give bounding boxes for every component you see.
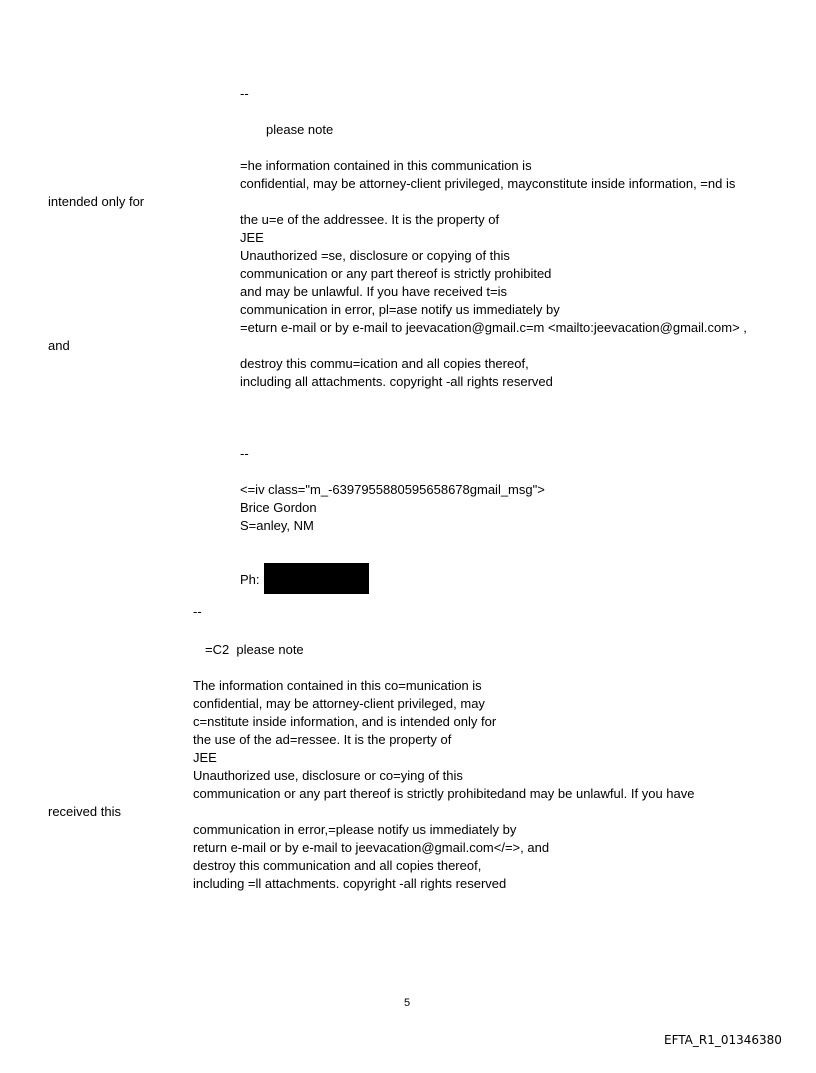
block2-line: including =ll attachments. copyright -all rights reserved <box>193 876 507 891</box>
please-note-heading-1: please note <box>266 122 334 137</box>
page-number: 5 <box>404 997 411 1009</box>
separator-2: -- <box>240 446 249 461</box>
redaction-box <box>264 563 369 594</box>
block1-line: destroy this commu=ication and all copies thereof, <box>240 356 529 371</box>
block1-line: JEE <box>240 230 264 245</box>
block2-line: Unauthorized use, disclosure or co=ying of this <box>193 768 463 783</box>
block2-line: the use of the ad=ressee. It is the property of <box>193 732 452 747</box>
separator-1: -- <box>240 86 249 101</box>
block2-line: JEE <box>193 750 217 765</box>
block2-line: confidential, may be attorney-client privileged, may <box>193 696 485 711</box>
block1-line: confidential, may be attorney-client privileged, mayconstitute inside information, =nd is <box>240 176 736 191</box>
block2-line: return e-mail or by e-mail to jeevacation@gmail.com</=>, and <box>193 840 550 855</box>
signature-name: Brice Gordon <box>240 500 317 515</box>
signature-location: S=anley, NM <box>240 518 314 533</box>
please-note-heading-2: =C2 please note <box>205 642 304 657</box>
block2-line: communication in error,=please notify us immediately by <box>193 822 517 837</box>
block1-line-wrapped: and <box>48 338 70 353</box>
block2-line: destroy this communication and all copies thereof, <box>193 858 482 873</box>
block1-line-wrapped: intended only for <box>48 194 145 209</box>
block2-line: The information contained in this co=munication is <box>193 678 482 693</box>
block1-line: =he information contained in this communication is <box>240 158 532 173</box>
block2-line: c=nstitute inside information, and is intended only for <box>193 714 497 729</box>
block1-line: the u=e of the addressee. It is the property of <box>240 212 500 227</box>
div-tag-line: <=iv class="m_-6397955880595658678gmail_msg"> <box>240 482 545 497</box>
block1-line: communication in error, pl=ase notify us immediately by <box>240 302 560 317</box>
block1-line: including all attachments. copyright -all rights reserved <box>240 374 553 389</box>
document-id: EFTA_R1_01346380 <box>664 1033 782 1047</box>
block1-line: Unauthorized =se, disclosure or copying of this <box>240 248 510 263</box>
block1-line: and may be unlawful. If you have received t=is <box>240 284 508 299</box>
block2-line-wrapped: received this <box>48 804 121 819</box>
block1-line: =eturn e-mail or by e-mail to jeevacation@gmail.c=m <mailto:jeevacation@gmail.com> , <box>240 320 747 335</box>
separator-3: -- <box>193 604 202 619</box>
block1-line: communication or any part thereof is strictly prohibited <box>240 266 552 281</box>
block2-line: communication or any part thereof is strictly prohibitedand may be unlawful. If you have <box>193 786 695 801</box>
phone-label: Ph: <box>240 572 260 587</box>
